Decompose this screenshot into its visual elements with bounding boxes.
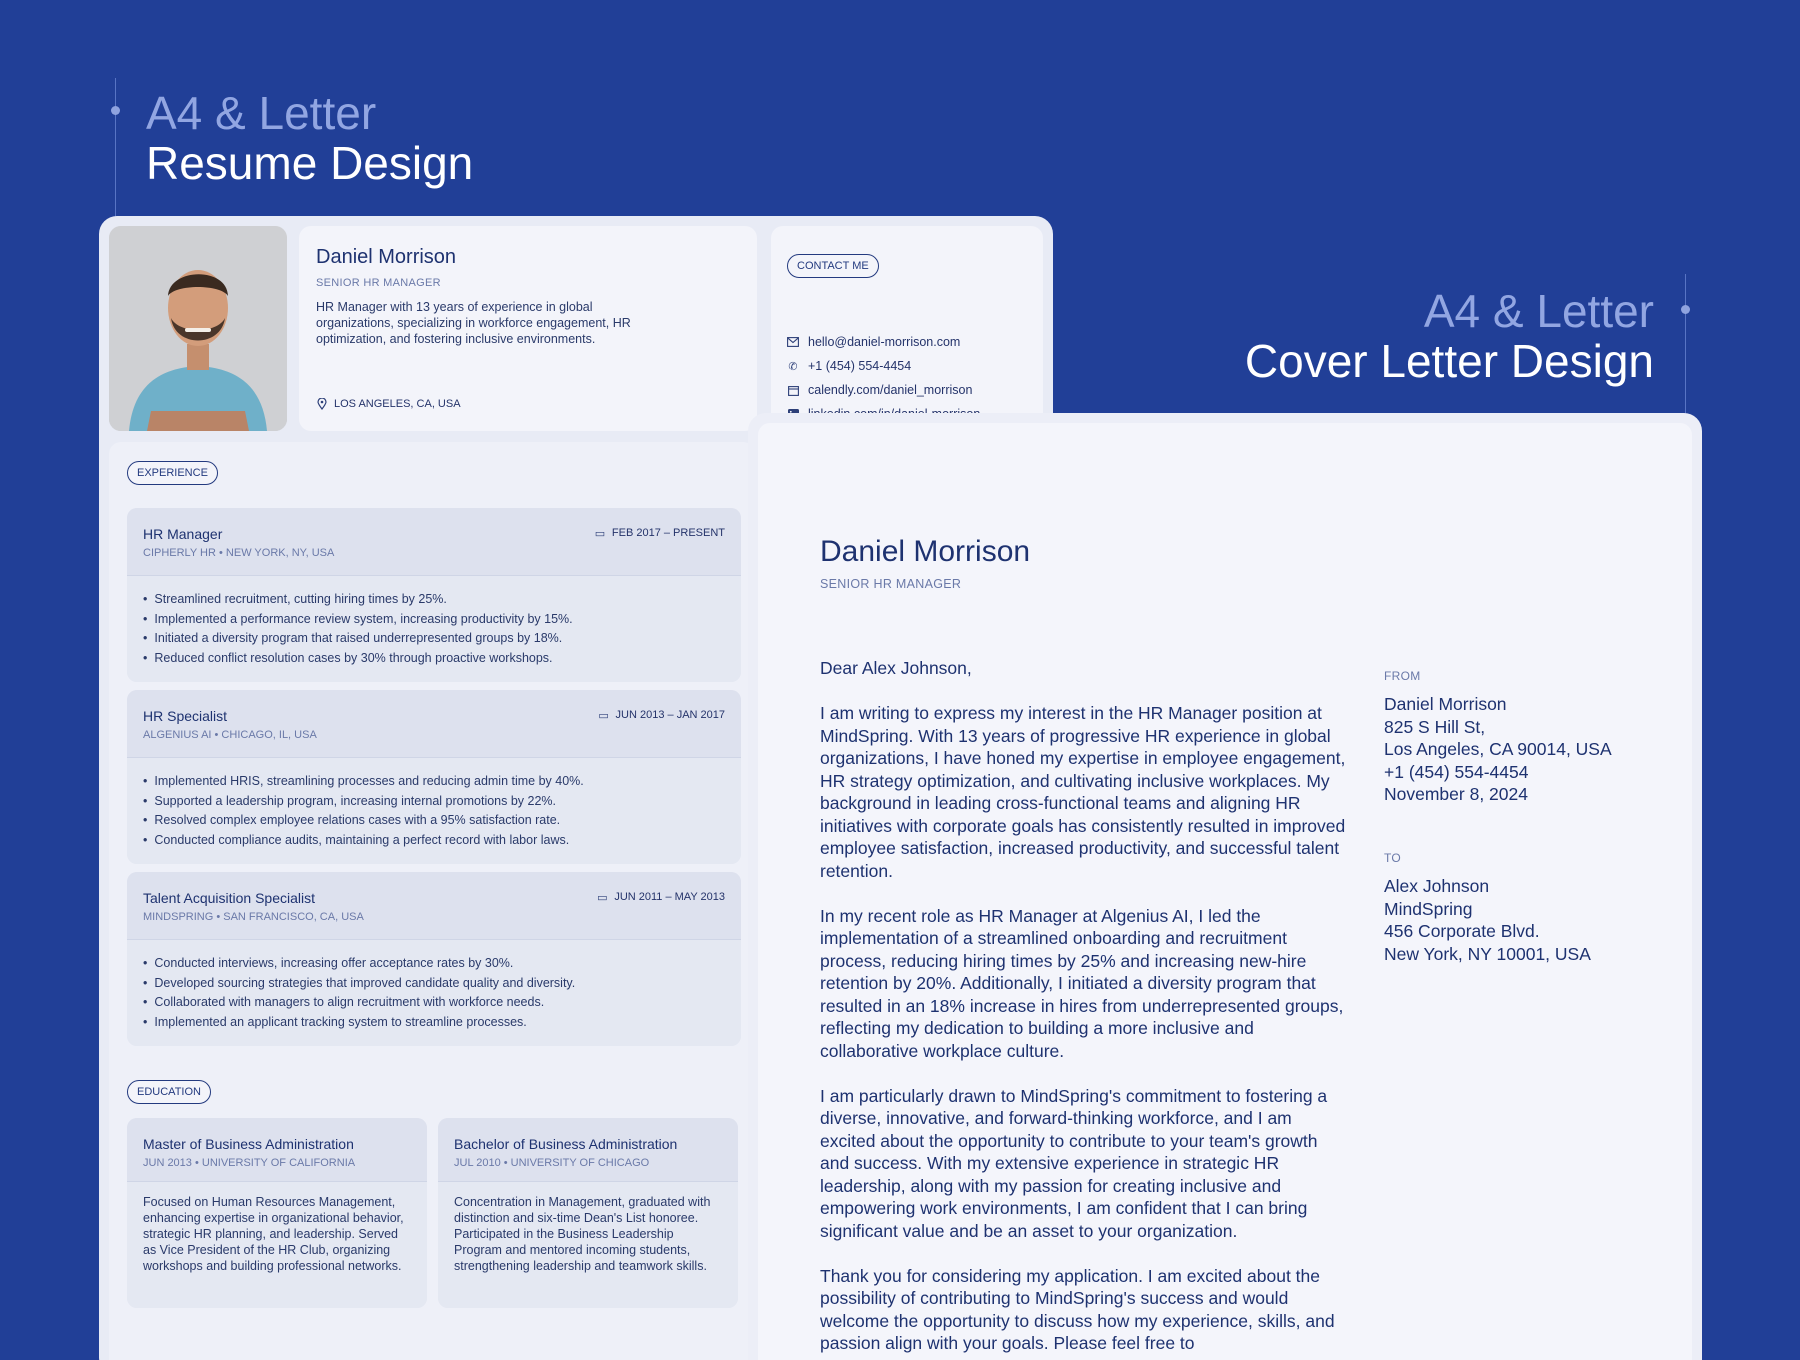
cover-name: Daniel Morrison (820, 535, 1031, 568)
calendar-icon (787, 384, 799, 396)
letter-paragraph: In my recent role as HR Manager at Algenius AI, I led the implementation of a streamlined onboarding and recruitment process, reducing hiring times by 25% and increasing new-hire retention by 20%. Additionally, I initiated a diversity program that resulted in an 18% increase in hires from underrepresented groups, reflecting my dedication to building a more inclusive and collaborative workplace culture. (820, 905, 1344, 1061)
degree-title: Master of Business Administration (143, 1136, 354, 1152)
to-line: 456 Corporate Blvd. (1384, 921, 1540, 941)
letter-body (820, 657, 1350, 1360)
cover-role: SENIOR HR MANAGER (820, 577, 962, 591)
job-date (596, 891, 725, 903)
hero-left-dot (111, 106, 120, 115)
calendar-icon: ▭ (594, 527, 606, 540)
contact-email[interactable] (787, 330, 980, 354)
job-bullet: • Resolved complex employee relations cases with a 95% satisfaction rate. (143, 811, 725, 831)
job-date (594, 527, 725, 539)
degree-sub: JUN 2013 • UNIVERSITY OF CALIFORNIA (143, 1157, 356, 1169)
to-label: TO (1384, 851, 1402, 865)
letter-paragraph: Thank you for considering my application. I am excited about the possibility of contributing to MindSpring's success and would welcome the opportunity to discuss how my experience, skills, and passion align with your goals. Please feel free to (820, 1265, 1335, 1353)
resume-location (316, 398, 461, 410)
job-date-text: JUN 2011 – MAY 2013 (614, 891, 725, 903)
calendar-icon: ▭ (597, 891, 608, 904)
from-line: +1 (454) 554-4454 (1384, 761, 1529, 782)
job-bullet: • Initiated a diversity program that raised underrepresented groups by 18%. (143, 629, 725, 649)
education-item (127, 1118, 427, 1308)
contact-phone[interactable] (787, 354, 980, 378)
job-bullet: • Implemented an applicant tracking system to streamline processes. (143, 1013, 725, 1033)
contact-card (771, 226, 1043, 431)
experience-item (127, 508, 741, 682)
education-item (438, 1118, 738, 1308)
location-text: LOS ANGELES, CA, USA (334, 398, 461, 410)
hero-left-line1: A4 & Letter (146, 87, 377, 139)
resume-role: SENIOR HR MANAGER (316, 277, 441, 289)
mail-icon (787, 336, 799, 348)
from-line: 825 S Hill St, (1384, 716, 1486, 737)
hero-left-line (115, 78, 116, 218)
calendar-icon: ▭ (598, 709, 609, 722)
job-date (598, 709, 725, 721)
job-bullet: • Conducted compliance audits, maintaining a perfect record with labor laws. (143, 831, 725, 851)
contact-list (787, 330, 980, 426)
from-line: Los Angeles, CA 90014, USA (1384, 739, 1612, 759)
job-company: MINDSPRING • SAN FRANCISCO, CA, USA (143, 911, 364, 923)
job-bullet: • Developed sourcing strategies that improved candidate quality and diversity. (143, 974, 725, 994)
hero-right-line (1685, 274, 1686, 414)
experience-item (127, 690, 741, 864)
contact-email-text: hello@daniel-morrison.com (808, 335, 961, 349)
experience-pill: EXPERIENCE (127, 461, 218, 485)
hero-right-dot (1681, 305, 1690, 314)
job-title: HR Specialist (143, 708, 228, 724)
degree-description: Focused on Human Resources Management, enhancing expertise in organizational behavior, strategic HR planning, and leadership. Served as Vice President of the HR Club, organizing workshops and building professional networks. (127, 1182, 427, 1308)
experience-item (127, 872, 741, 1046)
resume-hero-heading (146, 88, 473, 188)
contact-me-pill: CONTACT ME (787, 254, 879, 278)
job-company: ALGENIUS AI • CHICAGO, IL, USA (143, 729, 317, 741)
to-line: Alex Johnson (1384, 876, 1490, 896)
resume-name: Daniel Morrison (316, 246, 457, 268)
job-bullet: • Streamlined recruitment, cutting hiring times by 25%. (143, 590, 725, 610)
cover-letter-page (758, 423, 1692, 1360)
job-bullet: • Reduced conflict resolution cases by 30% through proactive workshops. (143, 649, 725, 669)
hero-right-line2: Cover Letter Design (1244, 335, 1654, 387)
job-company: CIPHERLY HR • NEW YORK, NY, USA (143, 547, 335, 559)
resume-header-card (299, 226, 757, 431)
job-title: Talent Acquisition Specialist (143, 890, 315, 906)
degree-sub: JUL 2010 • UNIVERSITY OF CHICAGO (454, 1157, 650, 1169)
phone-icon: ✆ (788, 360, 798, 373)
hero-right-line1: A4 & Letter (1423, 285, 1654, 337)
job-date-text: JUN 2013 – JAN 2017 (615, 709, 725, 721)
job-bullet: • Implemented HRIS, streamlining processes and reducing admin time by 40%. (143, 772, 725, 792)
education-pill: EDUCATION (127, 1080, 211, 1104)
letter-paragraph: I am particularly drawn to MindSpring's commitment to fostering a diverse, innovative, and forward-thinking workforce, and I am excited about the opportunity to contribute to your team's growth and success. With my extensive experience in strategic HR leadership, along with my passion for creating inclusive and empowering work environments, I am confident that I can bring significant value and be an asset to your organization. (820, 1085, 1328, 1241)
job-bullet: • Supported a leadership program, increasing internal promotions by 22%. (143, 792, 725, 812)
to-line: New York, NY 10001, USA (1384, 943, 1591, 964)
from-block (1384, 669, 1644, 806)
contact-phone-text: +1 (454) 554-4454 (808, 359, 912, 373)
degree-description: Concentration in Management, graduated with distinction and six-time Dean's List honoree. Participated in the Business Leadership Program and mentored incoming students, strengthening leadership and teamwork skills. (438, 1182, 738, 1308)
contact-calendly-text: calendly.com/daniel_morrison (808, 383, 973, 397)
job-title: HR Manager (143, 526, 223, 542)
job-date-text: FEB 2017 – PRESENT (611, 527, 725, 539)
letter-paragraph: I am writing to express my interest in the HR Manager position at MindSpring. With 13 years of progressive HR experience in global organizations, I have honed my expertise in employee engagement, HR strategy optimization, and cultivating inclusive workplaces. My background in leading cross-functional teams and aligning HR initiatives with corporate goals has consistently resulted in improved employee satisfaction, increased productivity, and successful talent retention. (820, 703, 1346, 881)
location-pin-icon (316, 398, 328, 410)
from-line: Daniel Morrison (1384, 694, 1507, 714)
from-label: FROM (1384, 669, 1421, 683)
cover-letter-preview (748, 413, 1702, 1360)
job-bullet: • Implemented a performance review system, increasing productivity by 15%. (143, 610, 725, 630)
to-block (1384, 851, 1644, 965)
from-line: November 8, 2024 (1384, 784, 1528, 804)
hero-left-line2: Resume Design (146, 137, 474, 189)
contact-calendly[interactable] (787, 378, 980, 402)
degree-title: Bachelor of Business Administration (454, 1136, 678, 1152)
letter-greeting: Dear Alex Johnson, (820, 658, 972, 678)
to-line: MindSpring (1384, 898, 1473, 919)
profile-photo (109, 226, 287, 431)
job-bullet: • Conducted interviews, increasing offer acceptance rates by 30%. (143, 954, 725, 974)
resume-summary: HR Manager with 13 years of experience in global organizations, specializing in workforce engagement, HR optimization, and fostering inclusive environments. (316, 300, 631, 346)
cover-hero-heading (1245, 286, 1654, 386)
job-bullet: • Collaborated with managers to align recruitment with workforce needs. (143, 993, 725, 1013)
